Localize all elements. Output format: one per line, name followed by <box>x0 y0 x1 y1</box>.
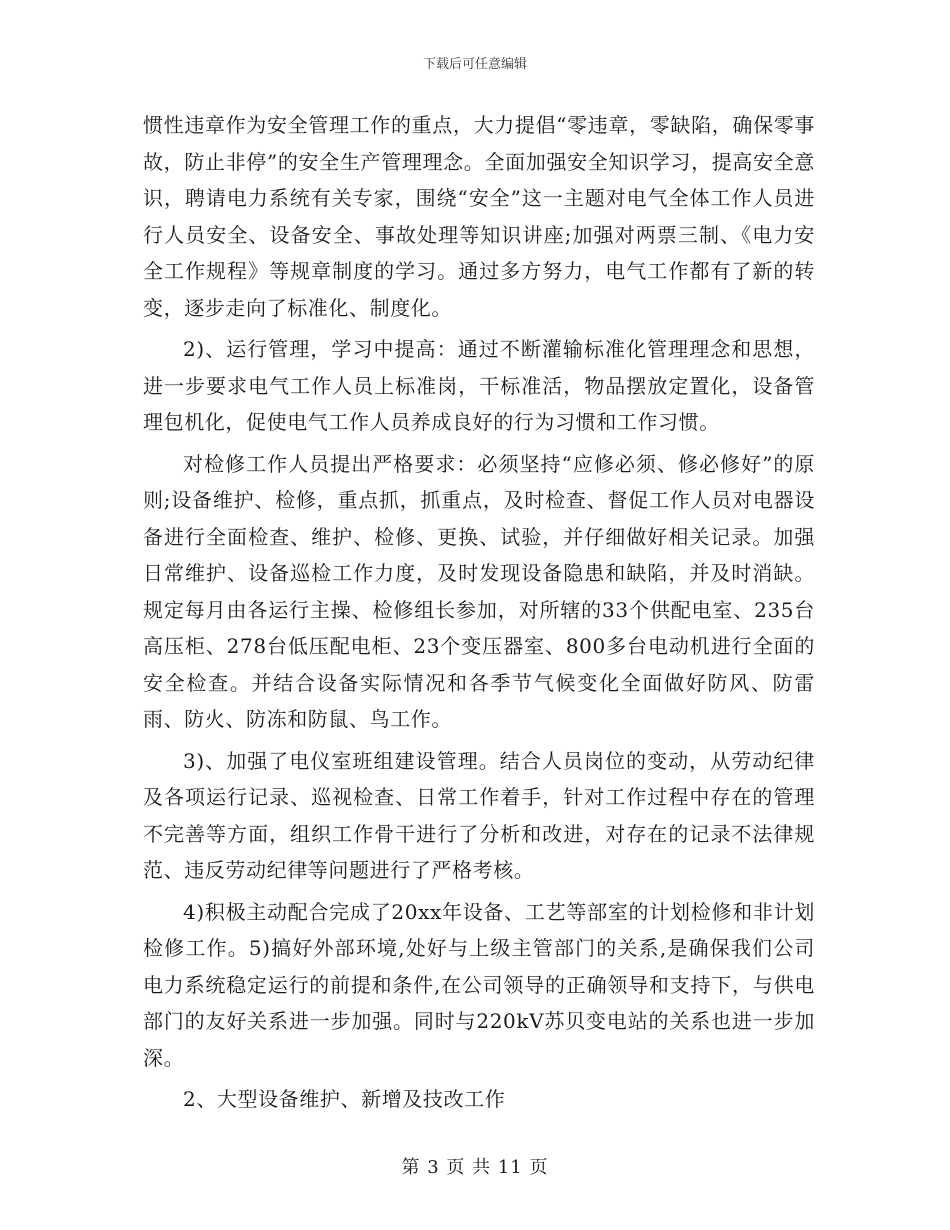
paragraph-team-building: 3)、加强了电仪室班组建设管理。结合人员岗位的变动，从劳动纪律及各项运行记录、巡视检查、日常工作着手，针对工作过程中存在的管理不完善等方面，组织工作骨干进行了分析和改进，对存在的记录不法律规范、违反劳动纪律等问题进行了严格考核。 <box>143 748 815 882</box>
page-header: 下载后可任意编辑 <box>422 57 527 72</box>
section-heading-equipment: 2、大型设备维护、新增及技改工作 <box>183 1087 506 1111</box>
paragraph-operation-management: 2)、运行管理，学习中提高：通过不断灌输标准化管理理念和思想，进一步要求电气工作人员上标准岗，干标准活，物品摆放定置化，设备管理包机化，促使电气工作人员养成良好的行为习惯和工作习惯。 <box>143 337 815 434</box>
paragraph-planned-maintenance: 4)积极主动配合完成了20xx年设备、工艺等部室的计划检修和非计划检修工作。5)搞好外部环境,处好与上级主管部门的关系,是确保我们公司电力系统稳定运行的前提和条件,在公司领导的正确领导和支持下，与供电部门的友好关系进一步加强。同时与220kV苏贝变电站的关系也进一步加深。 <box>143 899 815 1070</box>
paragraph-safety-management: 惯性违章作为安全管理工作的重点，大力提倡“零违章，零缺陷，确保零事故，防止非停”的安全生产管理理念。全面加强安全知识学习，提高安全意识，聘请电力系统有关专家，围绕“安全”这一主题对电气全体工作人员进行人员安全、设备安全、事故处理等知识讲座;加强对两票三制、《电力安全工作规程》等规章制度的学习。通过多方努力，电气工作都有了新的转变，逐步走向了标准化、制度化。 <box>143 113 815 320</box>
paragraph-maintenance-requirements: 对检修工作人员提出严格要求：必须坚持“应修必须、修必修好”的原则;设备维护、检修，重点抓，抓重点，及时检查、督促工作人员对电器设备进行全面检查、维护、检修、更换、试验，并仔细做好相关记录。加强日常维护、设备巡检工作力度，及时发现设备隐患和缺陷，并及时消缺。规定每月由各运行主操、检修组长参加，对所辖的33个供配电室、235台高压柜、278台低压配电柜、23个变压器室、800多台电动机进行全面的安全检查。并结合设备实际情况和各季节气候变化全面做好防风、防雷雨、防火、防冻和防鼠、鸟工作。 <box>143 451 815 731</box>
page-number: 第 3 页 共 11 页 <box>401 1157 549 1178</box>
document-body <box>143 107 815 1118</box>
